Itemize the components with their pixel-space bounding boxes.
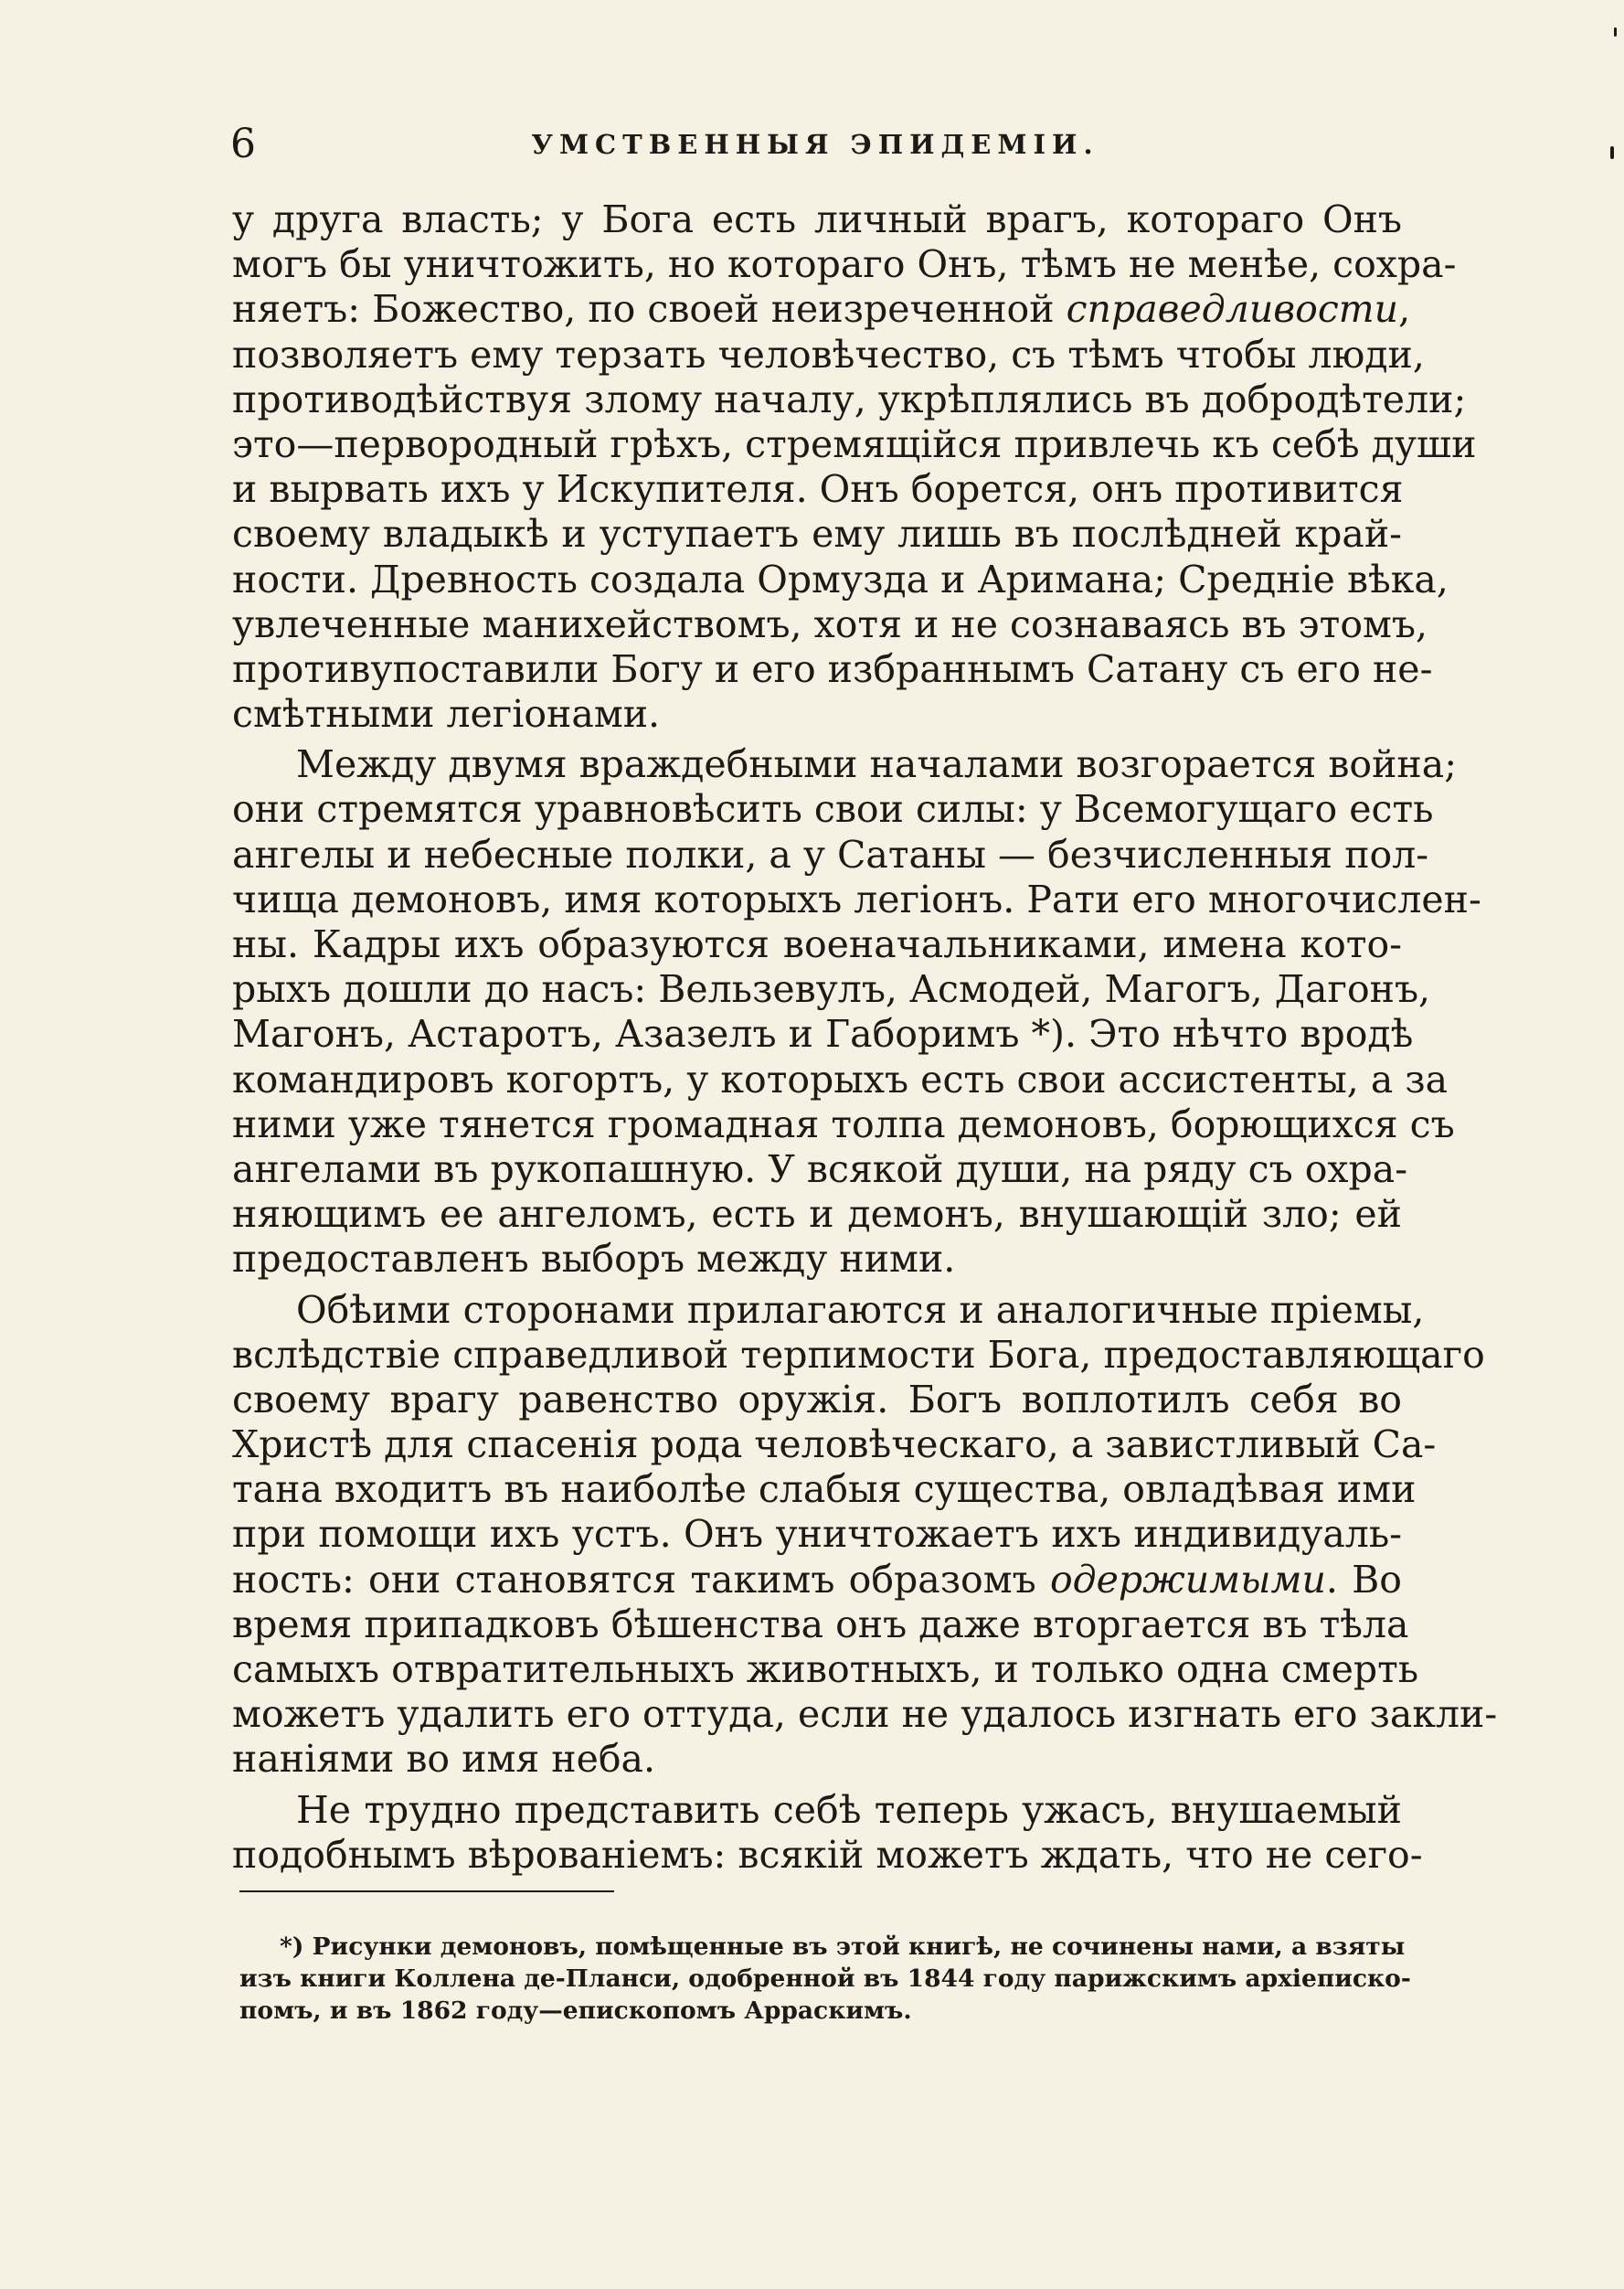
text-line: это—первородный грѣхъ, стремящійся привлечь къ себѣ души [232, 421, 1477, 466]
text-line: время припадковъ бѣшенства онъ даже вторгается въ тѣла [232, 1602, 1409, 1646]
footnote [239, 1931, 1411, 2027]
italic-text: одержимыми [1049, 1557, 1326, 1602]
text-line: командировъ когортъ, у которыхъ есть свои ассистенты, а за [232, 1057, 1449, 1102]
text-line: няющимъ ее ангеломъ, есть и демонъ, внушающій зло; ей [232, 1192, 1402, 1237]
text-line: рыхъ дошли до насъ: Вельзевулъ, Асмодей, Магогъ, Дагонъ, [232, 967, 1431, 1012]
text-line: Между двумя враждебными началами возгорается война; [296, 742, 1458, 787]
margin-mark [1610, 146, 1614, 159]
text-line: чища демоновъ, имя которыхъ легіонъ. Рати его многочислен- [232, 877, 1481, 921]
running-title: УМСТВЕННЫЯ ЭПИДЕМІИ. [531, 129, 1099, 160]
text-segment: , [1398, 287, 1411, 332]
text-line [232, 287, 1411, 332]
text-line: вслѣдствіе справедливой терпимости Бога, предоставляющаго [232, 1332, 1485, 1377]
text-segment: ность: они становятся такимъ образомъ [232, 1557, 1050, 1602]
text-line: увлеченные манихействомъ, хотя и не сознаваясь въ этомъ, [232, 602, 1428, 646]
text-line: тана входитъ въ наиболѣе слабыя существа, овладѣвая ими [232, 1467, 1417, 1512]
text-line: наніями во имя неба. [232, 1737, 655, 1782]
text-line: Не трудно представить себѣ теперь ужасъ, внушаемый [296, 1787, 1402, 1832]
margin-mark [1614, 27, 1617, 37]
text-line: ними уже тянется громадная толпа демоновъ, борющихся съ [232, 1102, 1455, 1146]
text-line: смѣтными легіонами. [232, 692, 661, 737]
italic-text: справедливости [1066, 287, 1399, 332]
text-line: противупоставили Богу и его избраннымъ Сатану съ его не- [232, 646, 1433, 691]
text-line [232, 1558, 1402, 1602]
paragraph [232, 1287, 1498, 1783]
paragraph [232, 1787, 1423, 1878]
text-line: своему врагу равенство оружія. Богъ воплотилъ себя во [232, 1377, 1402, 1421]
text-line: при помощи ихъ устъ. Онъ уничтожаетъ ихъ индивидуаль- [232, 1512, 1402, 1557]
text-line: своему владыкѣ и уступаетъ ему лишь въ послѣдней край- [232, 512, 1402, 557]
text-line: у друга власть; у Бога есть личный врагъ, котораго Онъ [232, 197, 1402, 241]
footnote-line: помъ, и въ 1862 году—епископомъ Арраскимъ. [239, 1996, 912, 2025]
paragraph [232, 197, 1477, 737]
text-line: самыхъ отвратительныхъ животныхъ, и только одна смерть [232, 1647, 1419, 1691]
text-line: предоставленъ выборъ между ними. [232, 1237, 956, 1282]
running-head [230, 117, 1400, 172]
paragraph [232, 742, 1481, 1282]
text-line: Христѣ для спасенія рода человѣческаго, а завистливый Са- [232, 1422, 1437, 1467]
text-line: могъ бы уничтожить, но котораго Онъ, тѣмъ не менѣе, сохра- [232, 242, 1457, 287]
text-line: и вырвать ихъ у Искупителя. Онъ борется, онъ противится [232, 467, 1404, 512]
text-line: ности. Древность создала Ормузда и Аримана; Средніе вѣка, [232, 557, 1449, 602]
page-number: 6 [230, 121, 256, 167]
text-segment: . Во [1325, 1557, 1402, 1602]
body-text [232, 197, 1498, 1883]
text-line: ны. Кадры ихъ образуются военачальниками, имена кото- [232, 922, 1402, 966]
text-line: можетъ удалить его оттуда, если не удалось изгнать его закли- [232, 1692, 1498, 1737]
footnote-line: *) Рисунки демоновъ, помѣщенные въ этой книгѣ, не сочинены нами, а взяты [280, 1932, 1406, 1961]
text-line: Магонъ, Астаротъ, Азазелъ и Габоримъ *). Это нѣчто вродѣ [232, 1012, 1414, 1057]
text-line: подобнымъ вѣрованіемъ: всякій можетъ ждать, что не сего- [232, 1832, 1423, 1877]
footnote-line: изъ книги Коллена де-Планси, одобренной въ 1844 году парижскимъ архіеписко- [239, 1964, 1411, 1993]
text-line: они стремятся уравновѣсить свои силы: у Всемогущаго есть [232, 787, 1434, 832]
text-line: ангелами въ рукопашную. У всякой души, на ряду съ охра- [232, 1146, 1408, 1191]
footnote-separator [239, 1890, 614, 1892]
text-line: ангелы и небесные полки, а у Сатаны — безчисленныя пол- [232, 832, 1429, 877]
text-line: противодѣйствуя злому началу, укрѣплялись въ добродѣтели; [232, 377, 1467, 421]
text-line: Обѣими сторонами прилагаются и аналогичные пріемы, [296, 1287, 1425, 1332]
text-segment: няетъ: Божество, по своей неизреченной [232, 287, 1067, 332]
text-line: позволяетъ ему терзать человѣчество, съ тѣмъ чтобы люди, [232, 332, 1425, 377]
